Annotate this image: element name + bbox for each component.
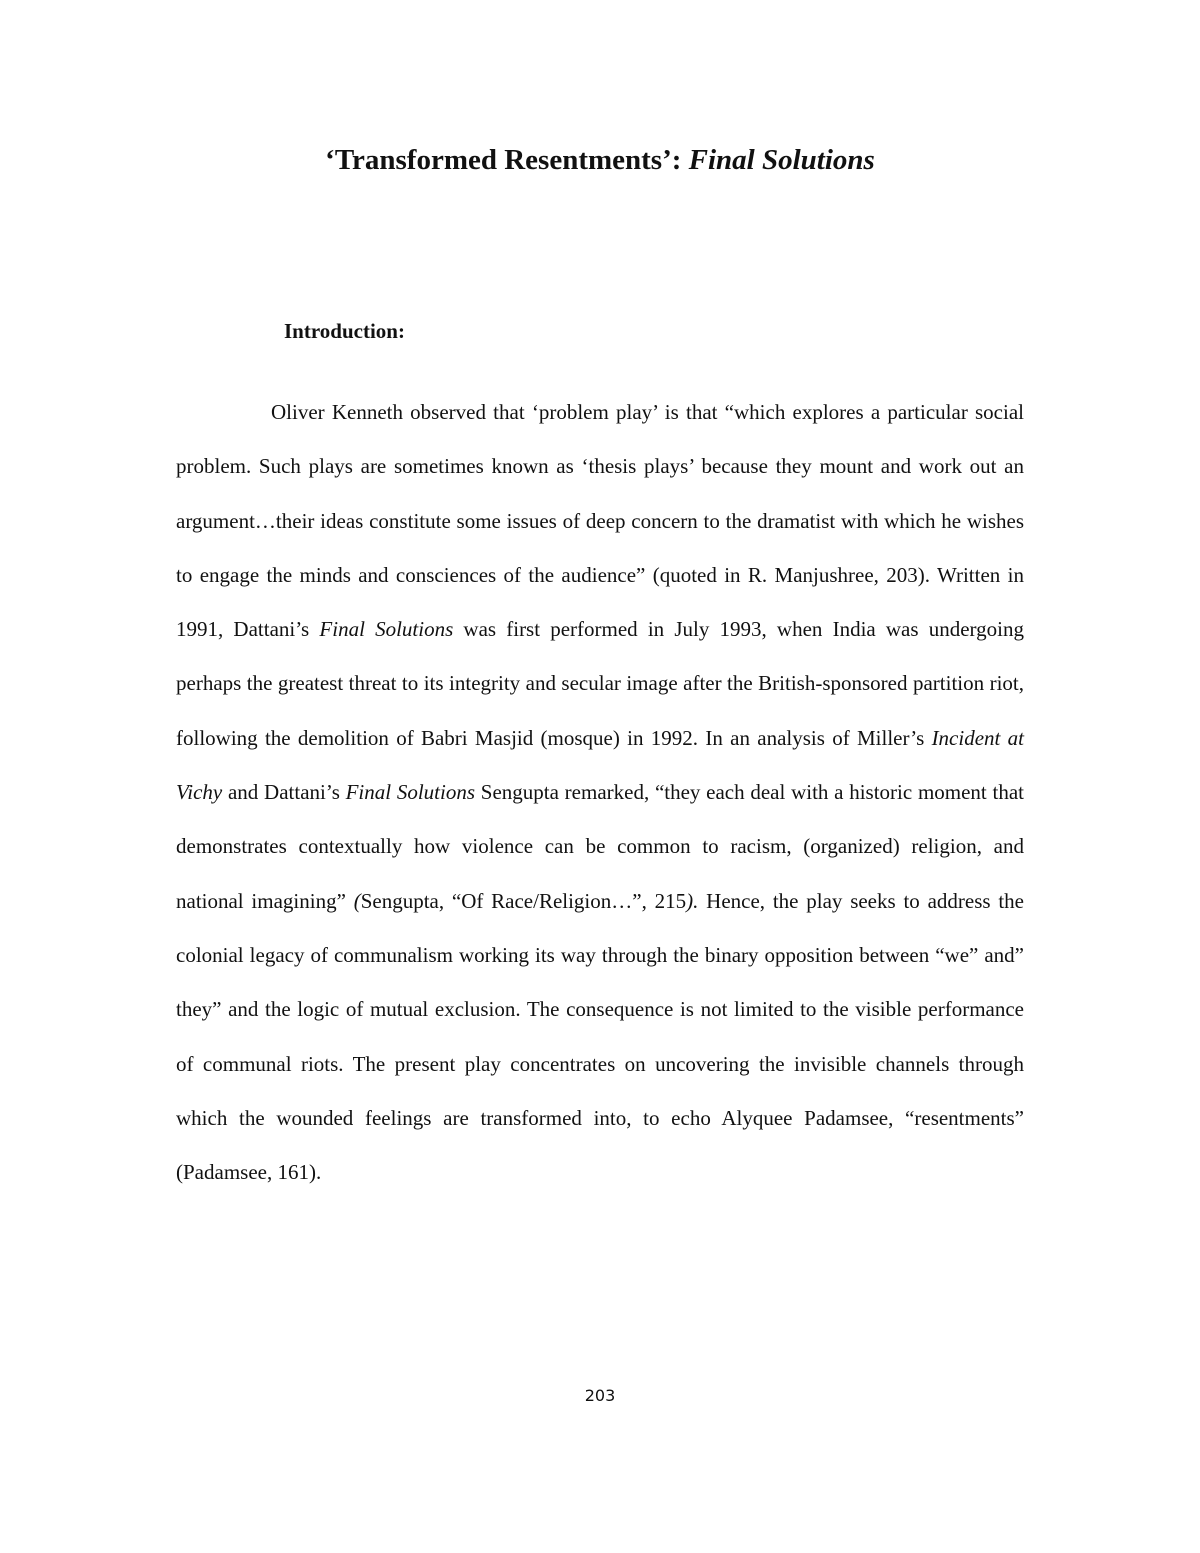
body-paragraph [176, 385, 1024, 1199]
paragraph-text-5: Sengupta, “Of Race/Religion…”, 215 [360, 888, 687, 913]
paragraph-italic-1: Final Solutions [319, 617, 454, 642]
paragraph-text-6: Hence, the play seeks to address the colonial legacy of communalism working its way through the binary opposition between “we” and” they” and the logic of mutual exclusion. The consequence is not limited to the visible performance of communal riots. The present play concentrates on uncovering the invisible channels through which the wounded feelings are transformed into, to echo Alyquee Padamsee, “resentments” (Padamsee, 161). [176, 888, 1024, 1185]
chapter-title [0, 140, 1200, 180]
section-heading: Introduction: [284, 319, 405, 343]
chapter-title-quoted: ‘Transformed Resentments’: [325, 144, 689, 176]
paragraph-text-2: was first performed in July 1993, when India was undergoing perhaps the greatest threat to its integrity and secular image after the British-sponsored partition riot, following the demolition of Babri Masjid (mosque) in 1992. In an analysis of Miller’s [176, 617, 1024, 750]
paragraph-text-3: and Dattani’s [222, 780, 346, 805]
paragraph-text-1: Oliver Kenneth observed that ‘problem play’ is that “which explores a particular social problem. Such plays are sometimes known as ‘thesis plays’ because they mount and work out an argument…their ideas constitute some issues of deep concern to the dramatist with which he wishes to engage the minds and consciences of the audience” (quoted in R. Manjushree, 203). Written in 1991, Dattani’s [176, 400, 1024, 642]
paragraph-italic-5: ). [686, 888, 699, 913]
paragraph-italic-2: Incident at Vichy [176, 725, 1024, 805]
page-number: 203 [584, 1386, 616, 1405]
paragraph-italic-3: Final Solutions [345, 780, 476, 805]
paragraph-italic-4: ( [353, 888, 361, 913]
paragraph-text-4: Sengupta remarked, “they each deal with a historic moment that demonstrates contextually how violence can be common to racism, (organized) religion, and national imagining” [176, 780, 1024, 913]
chapter-title-italic: Final Solutions [688, 144, 875, 176]
